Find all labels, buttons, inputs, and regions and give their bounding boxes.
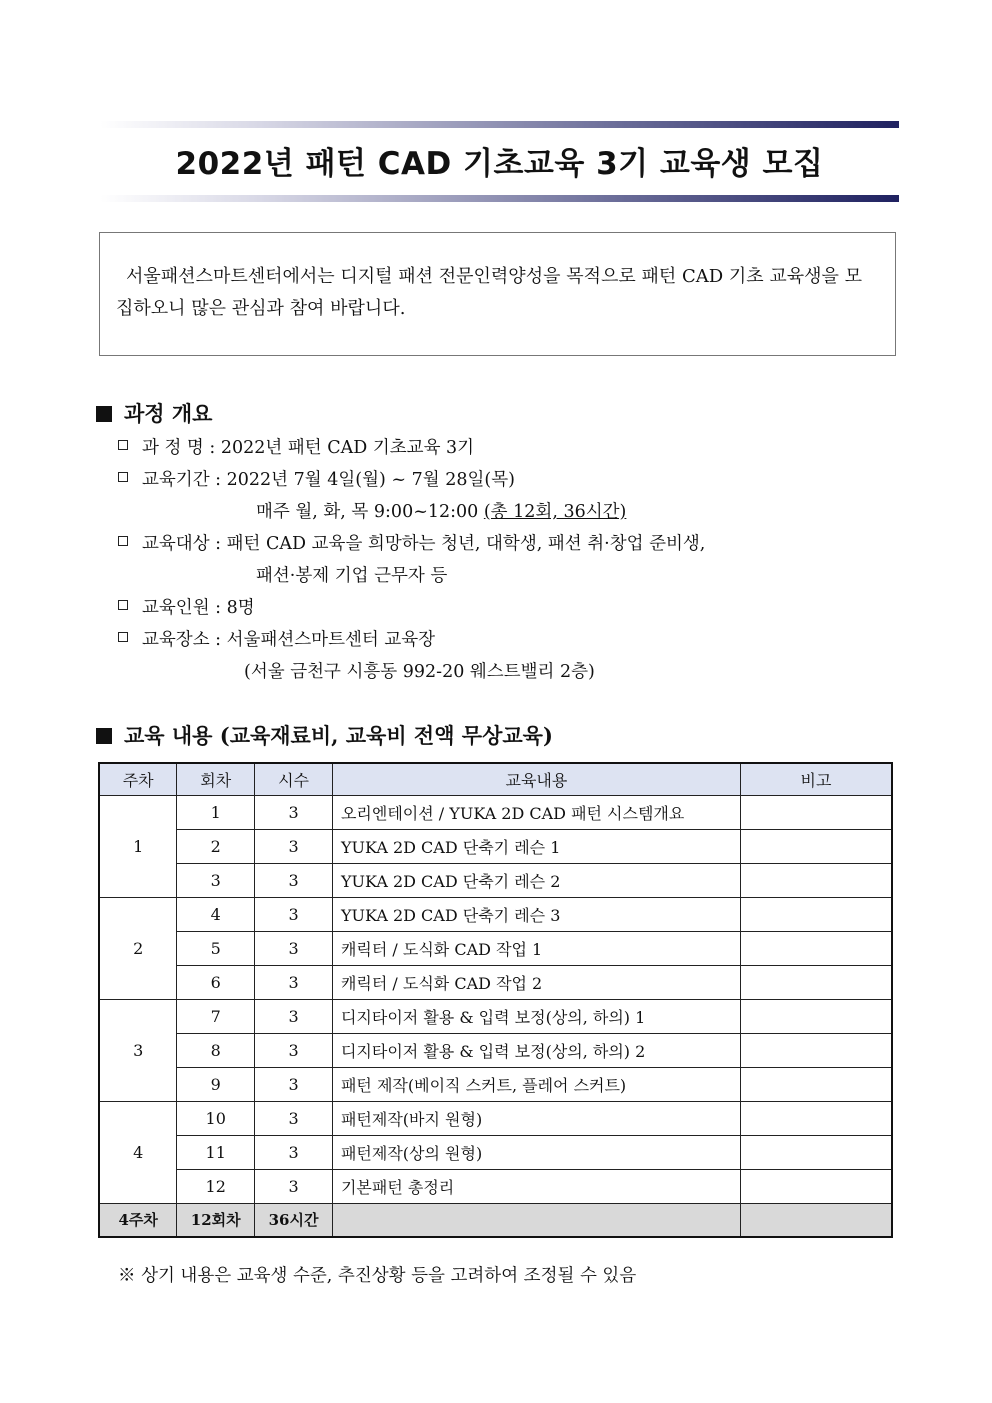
overview-target [118,530,705,555]
note-cell [740,897,892,931]
content-cell: 오리엔테이션 / YUKA 2D CAD 패턴 시스템개요 [332,795,740,829]
table-row [99,1033,892,1067]
content-cell: 패턴제작(바지 원형) [332,1101,740,1135]
week-cell: 1 [99,795,177,897]
content-cell: 디지타이저 활용 & 입력 보정(상의, 하의) 1 [332,999,740,1033]
session-cell: 10 [177,1101,255,1135]
note-cell [740,1101,892,1135]
session-cell: 6 [177,965,255,999]
hours-cell: 3 [255,795,333,829]
note-cell [740,999,892,1033]
overview-place [118,626,435,651]
section-overview-heading [96,398,212,428]
content-cell: YUKA 2D CAD 단축기 레슨 2 [332,863,740,897]
overview-course-name [118,434,474,459]
period-text: 교육기간 : 2022년 7월 4일(월) ~ 7월 28일(목) [142,470,515,490]
square-bullet-icon [96,728,112,744]
header-session: 회차 [177,763,255,795]
section-content-title: 교육 내용 (교육재료비, 교육비 전액 무상교육) [124,723,553,748]
table-total-row [99,1203,892,1237]
week-cell: 2 [99,897,177,999]
content-cell: 패턴제작(상의 원형) [332,1135,740,1169]
hours-cell: 3 [255,931,333,965]
total-hours-cell: 36시간 [255,1203,333,1237]
session-cell: 9 [177,1067,255,1101]
note-cell [740,829,892,863]
session-cell: 12 [177,1169,255,1203]
session-cell: 4 [177,897,255,931]
header-note: 비고 [740,763,892,795]
square-bullet-icon [96,406,112,422]
note-cell [740,965,892,999]
note-cell [740,1169,892,1203]
count-text: 교육인원 : 8명 [142,598,255,618]
section-content-heading [96,720,553,750]
content-cell: YUKA 2D CAD 단축기 레슨 3 [332,897,740,931]
hours-cell: 3 [255,829,333,863]
table-row [99,1169,892,1203]
table-row [99,999,892,1033]
content-cell: YUKA 2D CAD 단축기 레슨 1 [332,829,740,863]
place-text: 교육장소 : 서울패션스마트센터 교육장 [142,630,436,650]
overview-period [118,466,515,491]
header-week: 주차 [99,763,177,795]
note-cell [740,931,892,965]
content-cell: 캐릭터 / 도식화 CAD 작업 1 [332,931,740,965]
hours-cell: 3 [255,1101,333,1135]
content-cell: 패턴 제작(베이직 스커트, 플레어 스커트) [332,1067,740,1101]
overview-count [118,594,255,619]
hours-cell: 3 [255,1067,333,1101]
note-cell [740,1135,892,1169]
section-overview-title: 과정 개요 [124,401,213,426]
overview-address: (서울 금천구 시흥동 992-20 웨스트밸리 2층) [244,662,595,682]
target-text: 교육대상 : 패턴 CAD 교육을 희망하는 청년, 대학생, 패션 취·창업 준비생, [142,534,706,554]
table-row [99,897,892,931]
table-row [99,795,892,829]
checkbox-bullet-icon [118,632,128,642]
hours-cell: 3 [255,1169,333,1203]
table-row [99,1135,892,1169]
title-top-bar [100,121,899,128]
footnote: ※ 상기 내용은 교육생 수준, 추진상황 등을 고려하여 조정될 수 있음 [118,1266,637,1286]
hours-cell: 3 [255,1033,333,1067]
session-cell: 2 [177,829,255,863]
checkbox-bullet-icon [118,472,128,482]
note-cell [740,1033,892,1067]
header-content: 교육내용 [332,763,740,795]
hours-cell: 3 [255,1135,333,1169]
table-row [99,931,892,965]
total-weeks-cell: 4주차 [99,1203,177,1237]
session-cell: 11 [177,1135,255,1169]
schedule-text: 매주 월, 화, 목 9:00~12:00 [256,502,484,522]
total-content-cell [332,1203,740,1237]
table-row [99,1101,892,1135]
header-hours: 시수 [255,763,333,795]
page-title: 2022년 패턴 CAD 기초교육 3기 교육생 모집 [175,146,824,182]
session-cell: 1 [177,795,255,829]
table-row [99,863,892,897]
content-cell: 디지타이저 활용 & 입력 보정(상의, 하의) 2 [332,1033,740,1067]
total-note-cell [740,1203,892,1237]
title-banner [100,118,899,204]
session-cell: 5 [177,931,255,965]
content-cell: 기본패턴 총정리 [332,1169,740,1203]
intro-box: 서울패션스마트센터에서는 디지털 패션 전문인력양성을 목적으로 패턴 CAD 기초 교육생을 모집하오니 많은 관심과 참여 바랍니다. [99,232,896,356]
note-cell [740,863,892,897]
hours-cell: 3 [255,863,333,897]
schedule-total-text: (총 12회, 36시간) [483,502,627,522]
title-bottom-bar [100,195,899,202]
course-name-text: 과 정 명 : 2022년 패턴 CAD 기초교육 3기 [142,438,475,458]
note-cell [740,795,892,829]
overview-schedule [256,498,626,523]
session-cell: 8 [177,1033,255,1067]
checkbox-bullet-icon [118,536,128,546]
week-cell: 3 [99,999,177,1101]
note-cell [740,1067,892,1101]
session-cell: 7 [177,999,255,1033]
hours-cell: 3 [255,965,333,999]
table-row [99,965,892,999]
total-sessions-cell: 12회차 [177,1203,255,1237]
overview-target-cont: 패션·봉제 기업 근무자 등 [256,566,448,586]
checkbox-bullet-icon [118,600,128,610]
checkbox-bullet-icon [118,440,128,450]
week-cell: 4 [99,1101,177,1203]
session-cell: 3 [177,863,255,897]
table-row [99,829,892,863]
table-row [99,1067,892,1101]
curriculum-table [98,762,893,1238]
content-cell: 캐릭터 / 도식화 CAD 작업 2 [332,965,740,999]
hours-cell: 3 [255,897,333,931]
table-header-row [99,763,892,795]
hours-cell: 3 [255,999,333,1033]
